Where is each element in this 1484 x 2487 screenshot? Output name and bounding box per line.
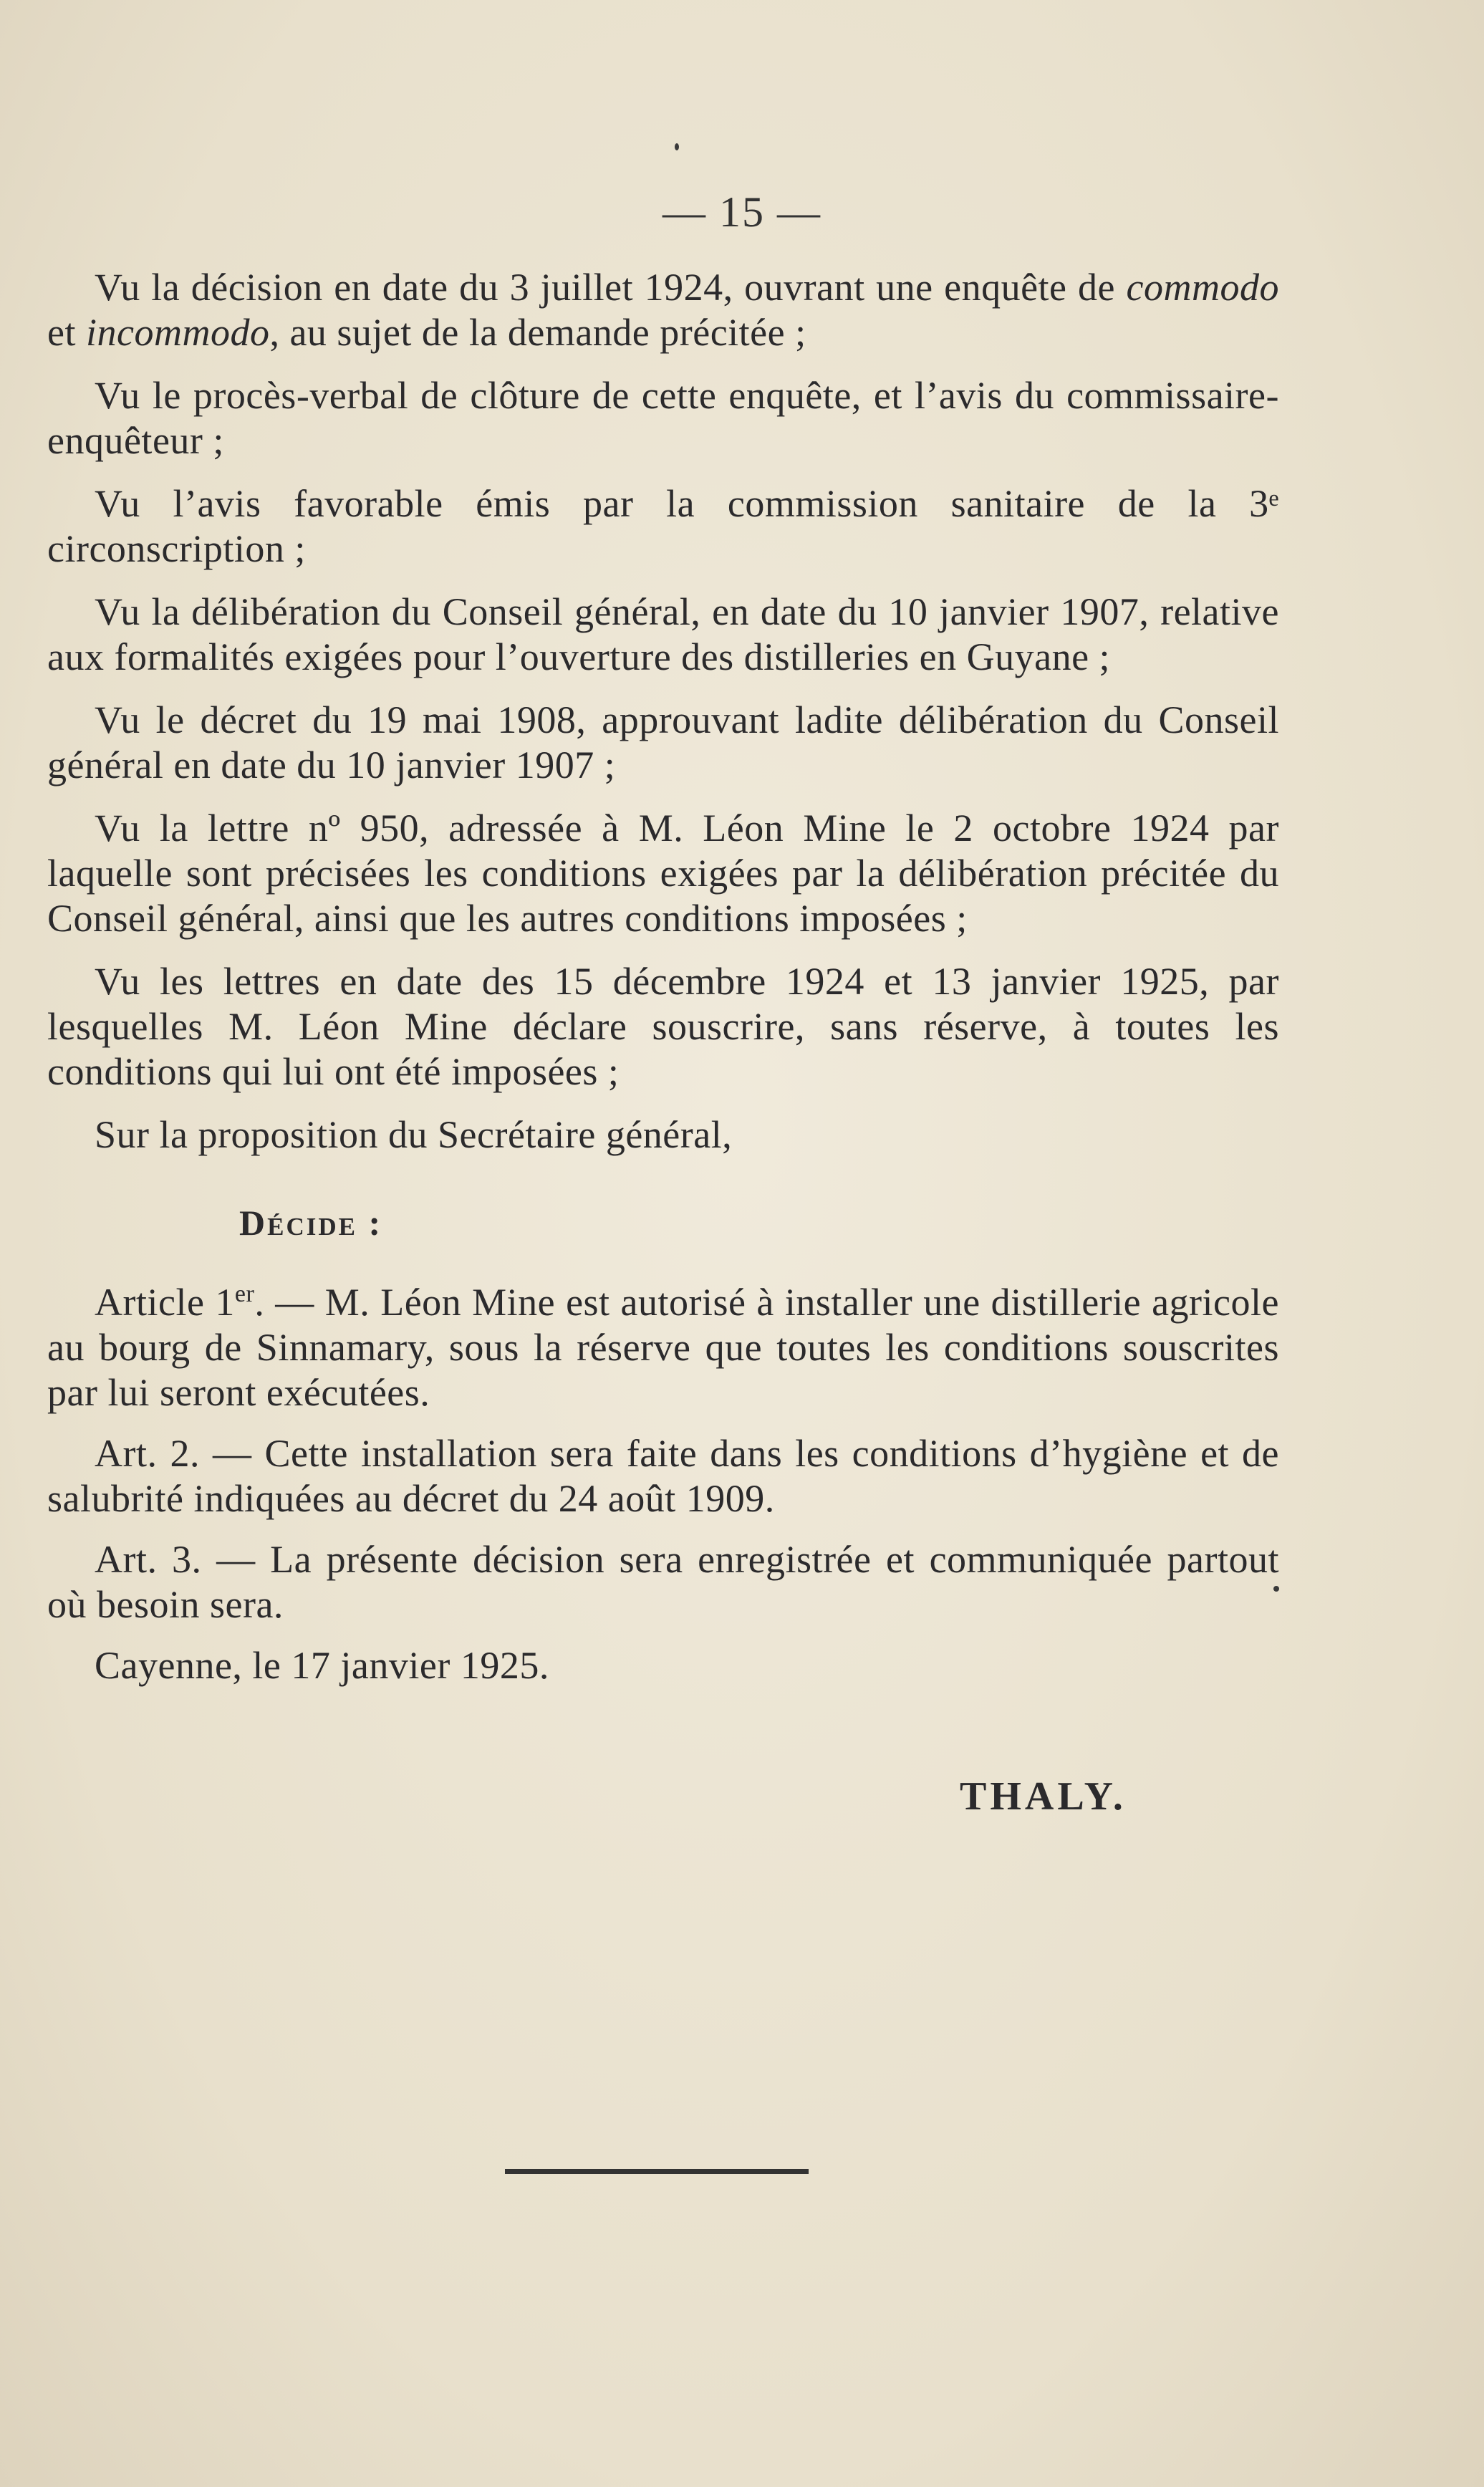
article-3 [47, 1537, 1279, 1627]
article-1-label: Article 1 [95, 1281, 235, 1324]
paragraph-proces-verbal: Vu le procès-verbal de clôture de cette enquête, et l’avis du commissaire-enquêteur ; [47, 374, 1279, 462]
paragraph-avis-sanitaire: Vu l’avis favorable émis par la commission sanitaire de la 3ᵉ circonscription ; [47, 482, 1279, 570]
paragraph-deliberation: Vu la délibération du Conseil général, en date du 10 janvier 1907, relative aux formalités exigées pour l’ouverture des distilleries en Guyane ; [47, 590, 1279, 678]
decide-heading [239, 1201, 1279, 1246]
document-body [47, 265, 1279, 1706]
term-commodo: commodo [1126, 266, 1279, 309]
closing-date: Cayenne, le 17 janvier 1925. [95, 1644, 549, 1687]
article-2-label: Art. 2. [95, 1432, 200, 1475]
article-1 [47, 1280, 1279, 1415]
paragraph-proposition: Sur la proposition du Secrétaire général, [95, 1113, 733, 1156]
paragraph-enquete-prefix: Vu la décision en date du 3 juillet 1924, ouvrant une enquête de [95, 266, 1127, 309]
signature: THALY. [960, 1774, 1127, 1819]
article-1-sup: er [234, 1281, 255, 1307]
article-3-text: — La présente décision sera enregistrée et communiquée partout où besoin sera. [47, 1538, 1279, 1626]
paragraph-decret-1908: Vu le décret du 19 mai 1908, approuvant ladite délibération du Conseil général en date du 10 janvier 1907 ; [47, 698, 1279, 786]
paragraph-lettre-950: Vu la lettre nº 950, adressée à M. Léon Mine le 2 octobre 1924 par laquelle sont précisées les conditions exigées par la délibération précitée du Conseil général, ainsi que les autres conditions imposées ; [47, 807, 1279, 940]
article-2-text: — Cette installation sera faite dans les conditions d’hygiène et de salubrité indiquées au décret du 24 août 1909. [47, 1432, 1279, 1520]
ink-speck [1273, 1586, 1279, 1592]
paragraph-enquete-suffix: , au sujet de la demande précitée ; [269, 311, 806, 354]
article-2 [47, 1431, 1279, 1521]
article-3-label: Art. 3. [95, 1538, 202, 1581]
paragraph-enquete-middle: et [47, 311, 86, 354]
article-1-text: . — M. Léon Mine est autorisé à installer une distillerie agricole au bourg de Sinnamary, sous la réserve que toutes les conditions souscrites par lui seront exécutées. [47, 1281, 1279, 1414]
paragraph-lettres-souscription: Vu les lettres en date des 15 décembre 1924 et 13 janvier 1925, par lesquelles M. Léon Mine déclare souscrire, sans réserve, à toutes les conditions qui lui ont été imposées ; [47, 960, 1279, 1093]
paragraph-enquete [47, 265, 1279, 355]
term-incommodo: incommodo [85, 311, 270, 354]
end-rule [505, 2169, 809, 2174]
ink-speck [675, 143, 679, 150]
decide-label: Décide : [239, 1203, 383, 1243]
page-number: — 15 — [662, 188, 822, 236]
